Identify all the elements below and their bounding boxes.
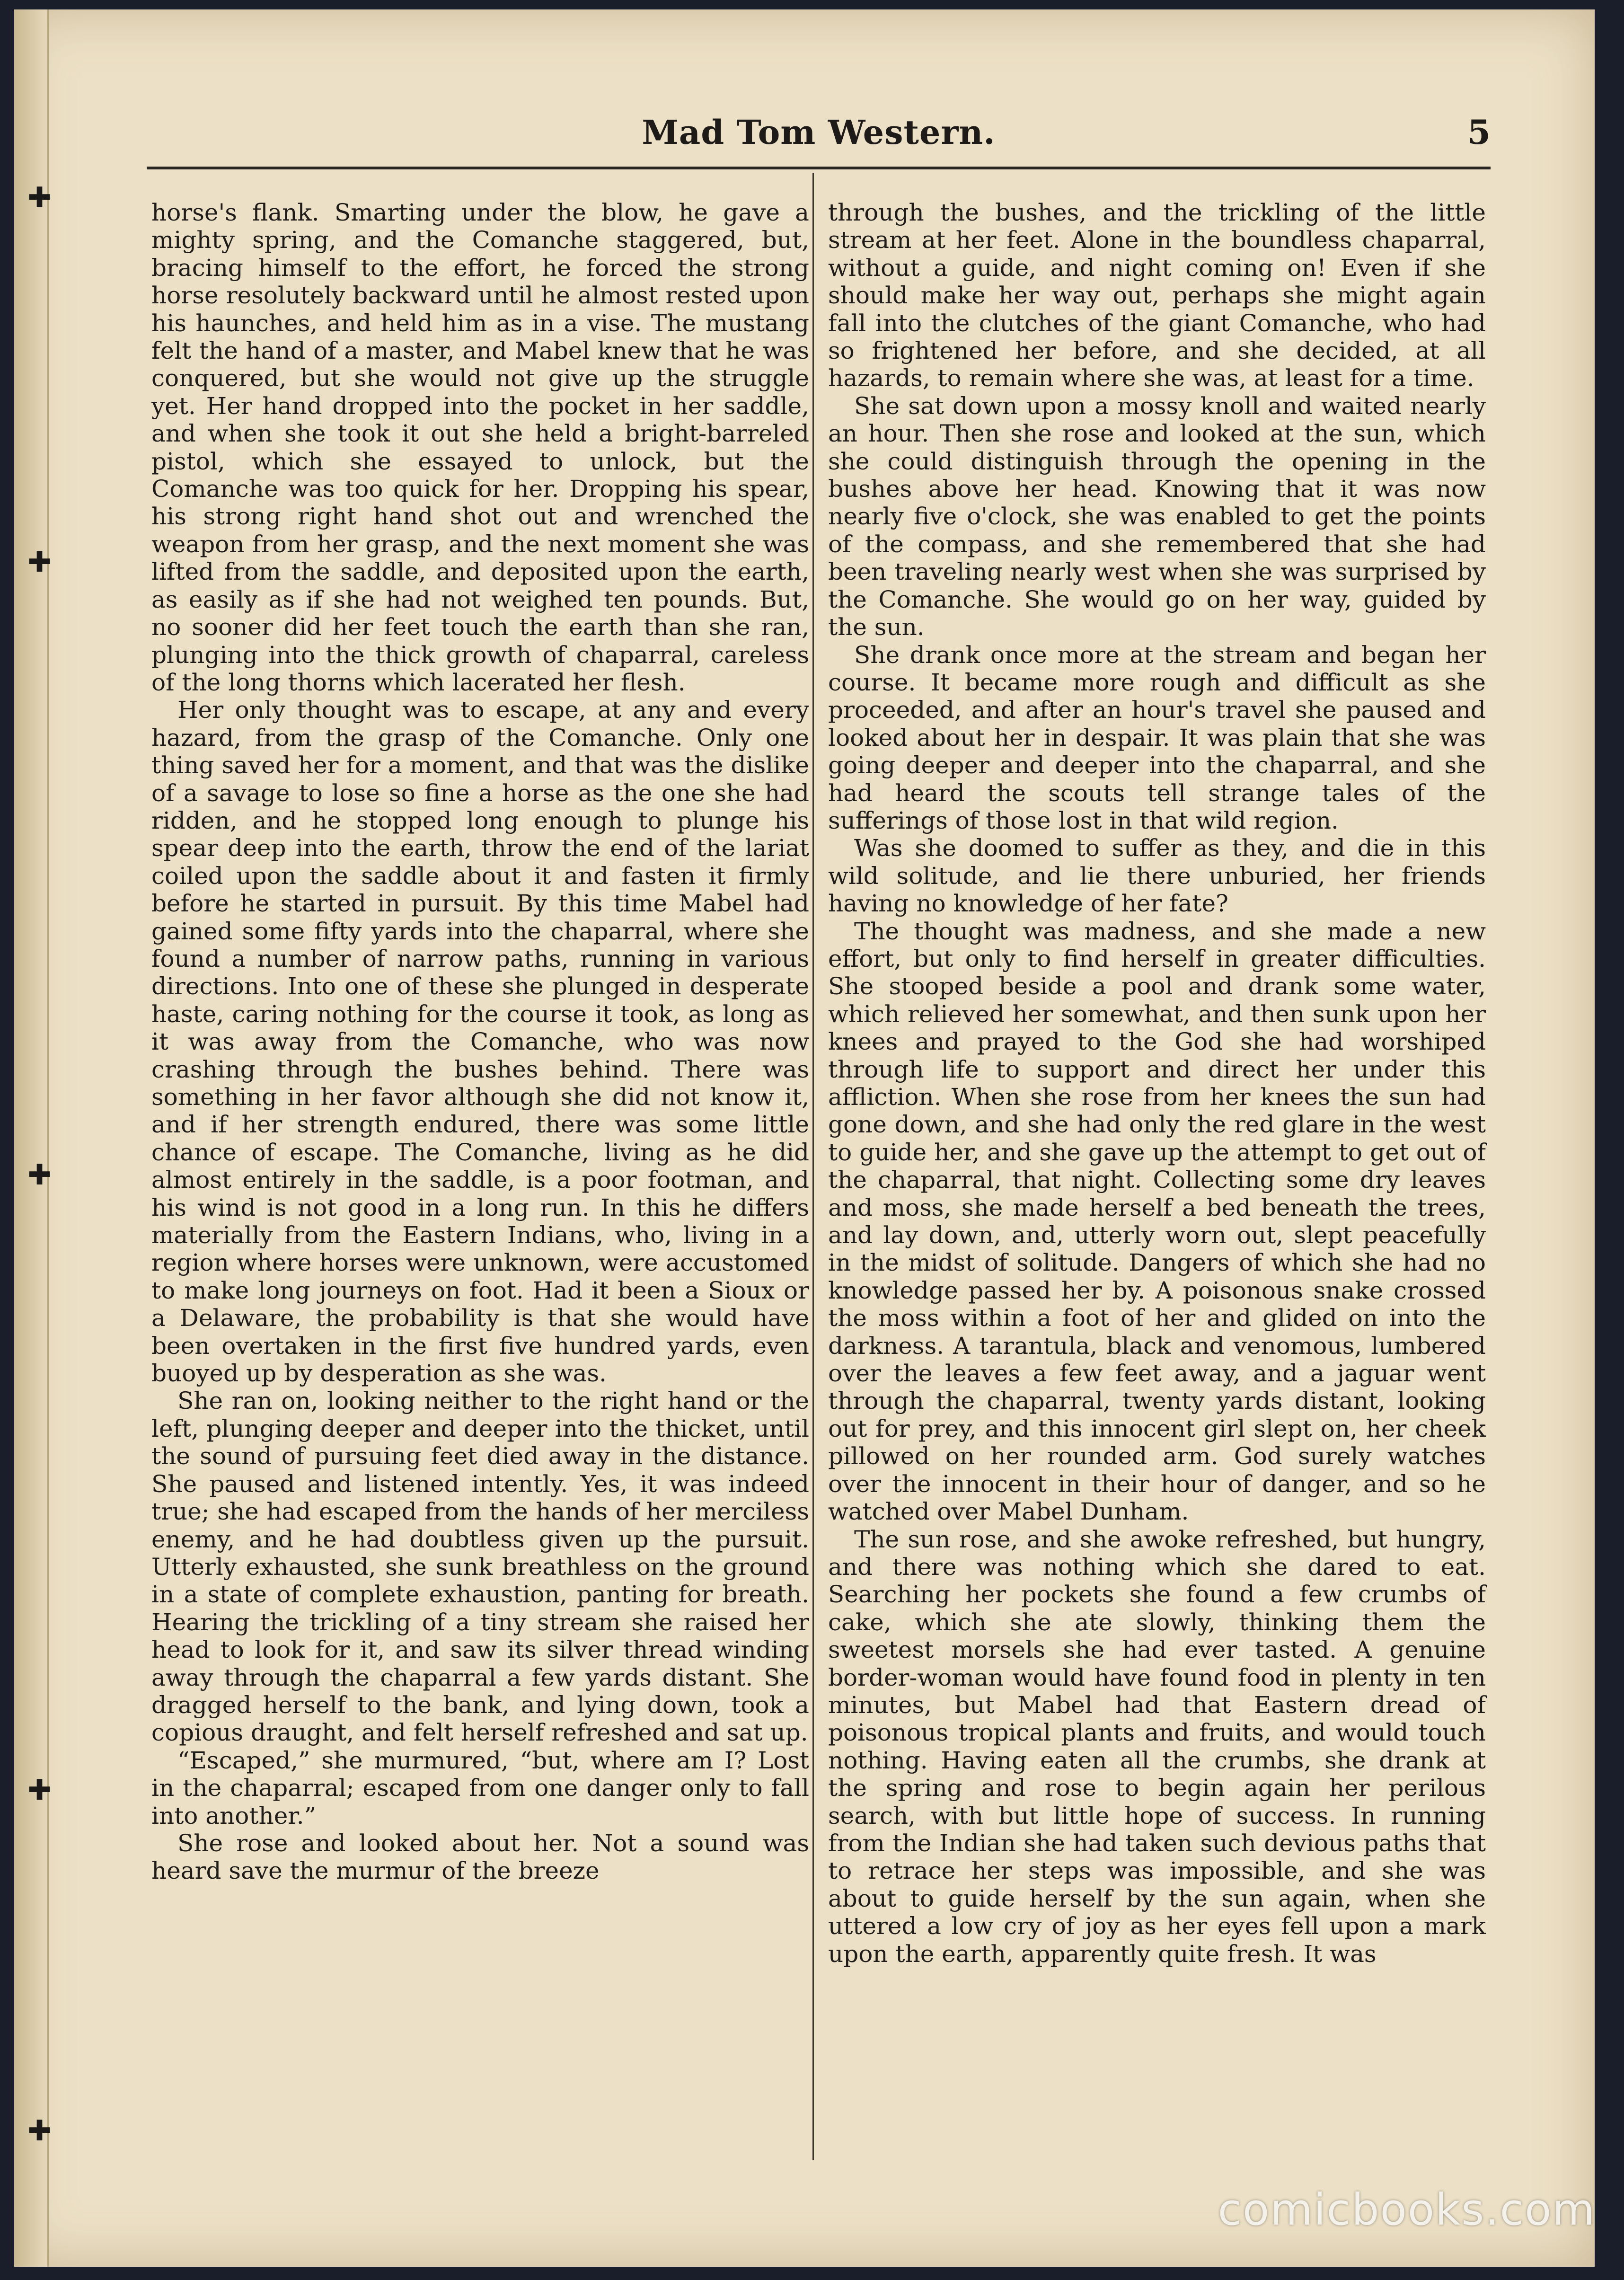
paragraph: Was she doomed to suffer as they, and die in this wild solitude, and lie there unburied, her friends having no knowledge of her fate? bbox=[828, 834, 1486, 918]
page-number: 5 bbox=[1467, 113, 1491, 152]
watermark: comicbooks.com bbox=[1218, 2184, 1596, 2235]
header-rule bbox=[147, 167, 1491, 169]
paragraph: Her only thought was to escape, at any and every hazard, from the grasp of the Comanche. Only one thing saved her for a moment, and that was the dislike of a savage to lose so fine a horse as the one she had ridden, and he stopped long enough to plunge his spear deep into the earth, throw the end of the lariat coiled upon the saddle about it and fasten it firmly before he started in pursuit. By this time Mabel had gained some fifty yards into the chaparral, where she found a number of narrow paths, running in various directions. Into one of these she plunged in desperate haste, caring nothing for the course it took, as long as it was away from the Comanche, who was now crashing through the bushes behind. There was something in her favor although she did not know it, and if her strength endured, there was some little chance of escape. The Comanche, living as he did almost entirely in the saddle, is a poor footman, and his wind is not good in a long run. In this he differs materially from the Eastern Indians, who, living in a region where horses were unknown, were accustomed to make long journeys on foot. Had it been a Sioux or a Delaware, the probability is that she would have been overtaken in the first five hundred yards, even buoyed up by desperation as she was. bbox=[151, 696, 809, 1387]
page-header bbox=[147, 113, 1491, 155]
binding-staple-icon: ✚ bbox=[27, 181, 52, 214]
running-title: Mad Tom Western. bbox=[642, 113, 996, 152]
paragraph: through the bushes, and the trickling of the little stream at her feet. Alone in the boundless chaparral, without a guide, and night coming on! Even if she should make her way out, perhaps she might again fall into the clutches of the giant Comanche, who had so frightened her before, and she decided, at all hazards, to remain where she was, at least for a time. bbox=[828, 199, 1486, 392]
column-divider bbox=[812, 173, 814, 2160]
paragraph: The sun rose, and she awoke refreshed, but hungry, and there was nothing which she dared to eat. Searching her pockets she found a few crumbs of cake, which she ate slowly, thinking them the sweetest morsels she had ever tasted. A genuine border-woman would have found food in plenty in ten minutes, but Mabel had that Eastern dread of poisonous tropical plants and fruits, and would touch nothing. Having eaten all the crumbs, she drank at the spring and rose to begin again her perilous search, with but little hope of success. In running from the Indian she had taken such devious paths that to retrace her steps was impossible, and she was about to guide herself by the sun again, when she uttered a low cry of joy as her eyes fell upon a mark upon the earth, apparently quite fresh. It was bbox=[828, 1525, 1486, 1968]
paragraph: The thought was madness, and she made a new effort, but only to find herself in greater difficulties. She stooped beside a pool and drank some water, which relieved her somewhat, and then sunk upon her knees and prayed to the God she had worshiped through life to support and direct her under this affliction. When she rose from her knees the sun had gone down, and she had only the red glare in the west to guide her, and she gave up the attempt to get out of the chaparral, that night. Collecting some dry leaves and moss, she made herself a bed beneath the trees, and lay down, and, utterly worn out, slept peacefully in the midst of solitude. Dangers of which she had no knowledge passed her by. A poisonous snake crossed the moss within a foot of her and glided on into the darkness. A tarantula, black and venomous, lumbered over the leaves a few feet away, and a jaguar went through the chaparral, twenty yards distant, looking out for prey, and this innocent girl slept on, her cheek pillowed on her rounded arm. God surely watches over the innocent in their hour of danger, and so he watched over Mabel Dunham. bbox=[828, 917, 1486, 1526]
paragraph: “Escaped,” she murmured, “but, where am I? Lost in the chaparral; escaped from one danger only to fall into another.” bbox=[151, 1746, 809, 1829]
right-text-column bbox=[828, 199, 1486, 1968]
binding-staple-icon: ✚ bbox=[27, 2114, 52, 2147]
binding-spine bbox=[14, 9, 49, 2267]
paragraph: She drank once more at the stream and began her course. It became more rough and difficult as she proceeded, and after an hour's travel she paused and looked about her in despair. It was plain that she was going deeper and deeper into the chaparral, and she had heard the scouts tell strange tales of the sufferings of those lost in that wild region. bbox=[828, 641, 1486, 834]
paragraph: horse's flank. Smarting under the blow, he gave a mighty spring, and the Comanche staggered, but, bracing himself to the effort, he forced the strong horse resolutely backward until he almost rested upon his haunches, and held him as in a vise. The mustang felt the hand of a master, and Mabel knew that he was conquered, but she would not give up the struggle yet. Her hand dropped into the pocket in her saddle, and when she took it out she held a bright-barreled pistol, which she essayed to unlock, but the Comanche was too quick for her. Dropping his spear, his strong right hand shot out and wrenched the weapon from her grasp, and the next moment she was lifted from the saddle, and deposited upon the earth, as easily as if she had not weighed ten pounds. But, no sooner did her feet touch the earth than she ran, plunging into the thick growth of chaparral, careless of the long thorns which lacerated her flesh. bbox=[151, 199, 809, 696]
left-text-column bbox=[151, 199, 809, 1885]
paragraph: She rose and looked about her. Not a sound was heard save the murmur of the breeze bbox=[151, 1829, 809, 1885]
paragraph: She sat down upon a mossy knoll and waited nearly an hour. Then she rose and looked at the sun, which she could distinguish through the opening in the bushes above her head. Knowing that it was now nearly five o'clock, she was enabled to get the points of the compass, and she remembered that she had been traveling nearly west when she was surprised by the Comanche. She would go on her way, guided by the sun. bbox=[828, 392, 1486, 641]
binding-staple-icon: ✚ bbox=[27, 1774, 52, 1807]
binding-staple-icon: ✚ bbox=[27, 1158, 52, 1192]
paragraph: She ran on, looking neither to the right hand or the left, plunging deeper and deeper into the thicket, until the sound of pursuing feet died away in the distance. She paused and listened intently. Yes, it was indeed true; she had escaped from the hands of her merciless enemy, and he had doubtless given up the pursuit. Utterly exhausted, she sunk breathless on the ground in a state of complete exhaustion, panting for breath. Hearing the trickling of a tiny stream she raised her head to look for it, and saw its silver thread winding away through the chaparral a few yards distant. She dragged herself to the bank, and lying down, took a copious draught, and felt herself refreshed and sat up. bbox=[151, 1387, 809, 1747]
binding-staple-icon: ✚ bbox=[27, 546, 52, 579]
